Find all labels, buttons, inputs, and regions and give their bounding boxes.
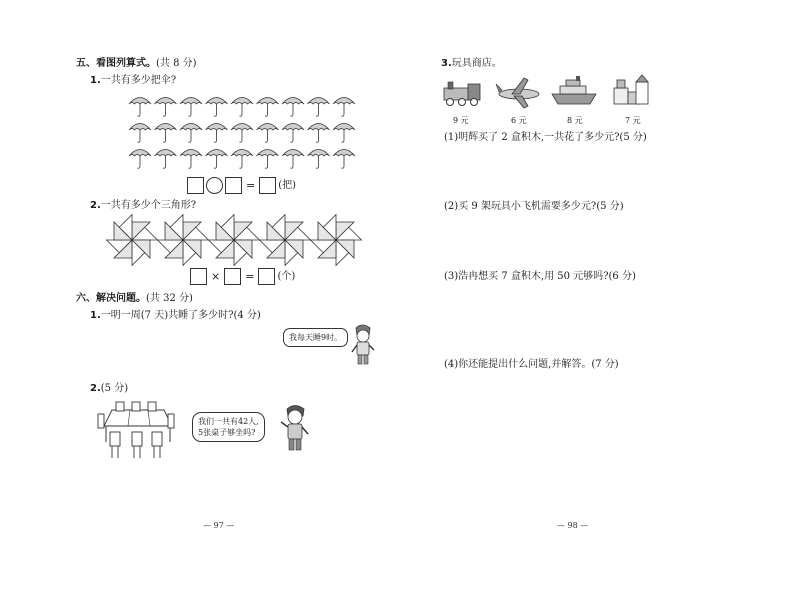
price-ship: 8 元 xyxy=(567,116,583,125)
answer-box[interactable] xyxy=(190,268,207,285)
umbrella-icon xyxy=(155,98,177,117)
blocks-icon xyxy=(612,74,652,108)
umbrella-icon xyxy=(282,150,304,169)
boy-character-icon xyxy=(278,402,312,454)
section-6-heading xyxy=(76,293,193,305)
umbrella-icon xyxy=(257,124,279,143)
airplane-icon xyxy=(494,76,544,110)
umbrella-icon xyxy=(180,124,202,143)
umbrella-icon xyxy=(206,98,228,117)
section-6-score: (共 32 分) xyxy=(146,293,193,304)
pinwheel-icon xyxy=(209,215,260,266)
umbrella-icon xyxy=(231,98,253,117)
umbrella-icon xyxy=(282,98,304,117)
answer-box[interactable] xyxy=(259,177,276,194)
answer-box[interactable] xyxy=(187,177,204,194)
section-6-title: 六、解决问题。 xyxy=(76,293,146,304)
question-3-4: (4)你还能提出什么问题,并解答。(7 分) xyxy=(444,359,619,370)
price-train: 9 元 xyxy=(453,116,469,125)
umbrella-icon xyxy=(308,150,330,169)
umbrella-icon xyxy=(206,124,228,143)
bubble-text-line-1: 我们一共有42人, xyxy=(198,417,259,426)
umbrella-icon xyxy=(231,150,253,169)
umbrella-icon xyxy=(257,98,279,117)
question-number: 2. xyxy=(90,383,101,394)
tables-and-chairs-icon xyxy=(96,400,176,462)
boy-character-icon xyxy=(346,322,378,368)
question-number: 1. xyxy=(90,75,101,86)
speech-bubble xyxy=(192,412,265,442)
umbrella-icon xyxy=(257,150,279,169)
pinwheel-icon xyxy=(107,215,158,266)
speech-bubble xyxy=(283,328,348,347)
question-text: 一共有多少个三角形? xyxy=(100,200,197,211)
pinwheel-icon xyxy=(311,215,362,266)
answer-box[interactable] xyxy=(225,177,242,194)
umbrella-icon xyxy=(180,150,202,169)
times-sign: × xyxy=(211,270,221,283)
pinwheel-icon xyxy=(158,215,209,266)
train-icon xyxy=(442,80,484,108)
question-text: 玩具商店。 xyxy=(451,58,502,69)
page-number-left: — 97 — xyxy=(203,521,235,530)
umbrella-icon xyxy=(129,124,151,143)
question-number: 3. xyxy=(441,58,452,69)
equals-sign: = xyxy=(246,179,256,192)
question-6-1 xyxy=(90,310,261,322)
umbrella-icon xyxy=(308,124,330,143)
question-3 xyxy=(441,58,502,70)
umbrella-icon xyxy=(231,124,253,143)
pinwheel-icon xyxy=(260,215,311,266)
bubble-text: 我每天睡9时。 xyxy=(289,333,343,342)
question-5-1 xyxy=(90,75,176,87)
umbrella-icon xyxy=(180,98,202,117)
question-3-1: (1)明辉买了 2 盒积木,一共花了多少元?(5 分) xyxy=(444,132,647,143)
question-3-3: (3)浩冉想买 7 盒积木,用 50 元够吗?(6 分) xyxy=(444,271,636,282)
umbrella-icon xyxy=(155,150,177,169)
page-number-right: — 98 — xyxy=(557,521,589,530)
question-text: (5 分) xyxy=(100,383,129,394)
price-blocks: 7 元 xyxy=(625,116,641,125)
umbrella-formula xyxy=(187,177,296,194)
umbrella-icon xyxy=(129,150,151,169)
question-text: 一共有多少把伞? xyxy=(100,75,177,86)
umbrella-icon xyxy=(333,150,355,169)
question-text: 一明一周(7 天)共睡了多少时?(4 分) xyxy=(100,310,261,321)
pinwheel-triangles-figure xyxy=(110,218,370,264)
umbrella-icon xyxy=(206,150,228,169)
question-6-2 xyxy=(90,383,128,395)
unit-label: (把) xyxy=(278,179,297,191)
section-5-score: (共 8 分) xyxy=(156,58,197,69)
equals-sign: = xyxy=(245,270,255,283)
ship-icon xyxy=(550,76,598,108)
triangle-formula xyxy=(190,268,295,285)
price-airplane: 6 元 xyxy=(511,116,527,125)
question-5-2 xyxy=(90,200,196,212)
section-5-title: 五、看图列算式。 xyxy=(76,58,156,69)
umbrella-icon xyxy=(155,124,177,143)
umbrella-icon xyxy=(333,98,355,117)
operator-circle[interactable] xyxy=(206,177,223,194)
section-5-heading xyxy=(76,58,197,70)
umbrella-icon xyxy=(282,124,304,143)
question-number: 2. xyxy=(90,200,101,211)
bubble-text-line-2: 5张桌子够坐吗? xyxy=(198,428,256,437)
umbrella-icon xyxy=(129,98,151,117)
answer-box[interactable] xyxy=(224,268,241,285)
question-3-2: (2)买 9 架玩具小飞机需要多少元?(5 分) xyxy=(444,201,624,212)
unit-label: (个) xyxy=(277,270,296,282)
answer-box[interactable] xyxy=(258,268,275,285)
umbrella-grid-figure xyxy=(125,92,355,172)
umbrella-icon xyxy=(333,124,355,143)
umbrella-icon xyxy=(308,98,330,117)
question-number: 1. xyxy=(90,310,101,321)
